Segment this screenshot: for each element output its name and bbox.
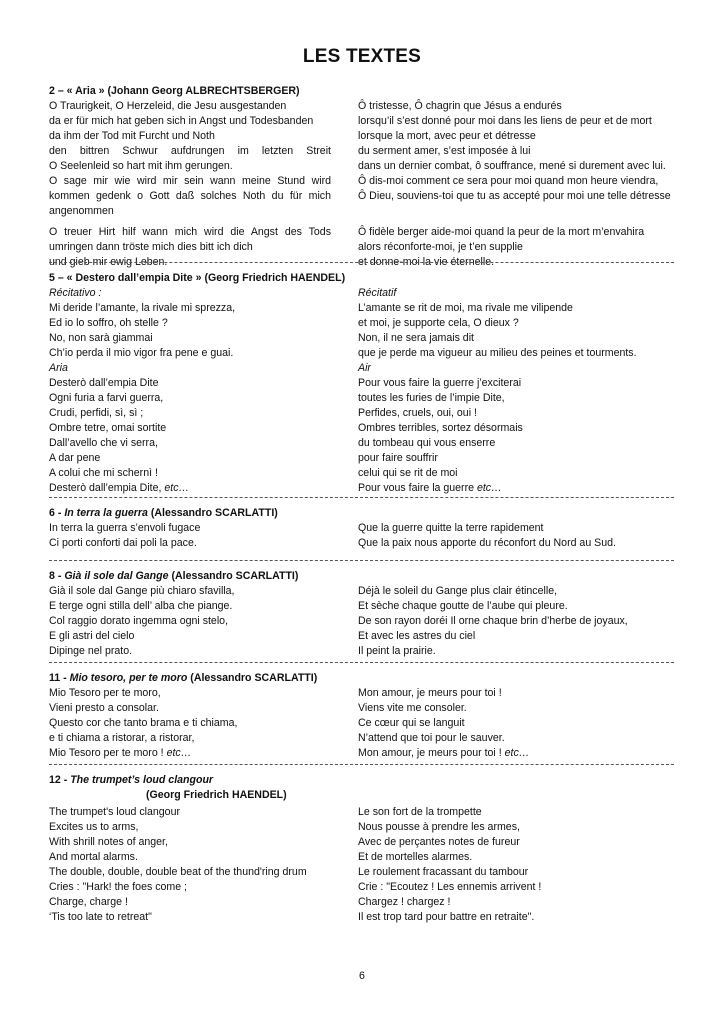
text-line: du serment amer, s’est imposée à lui [358,145,531,157]
text-line: e ti chiama a ristorar, a ristorar, [49,732,195,744]
section-divider [49,560,674,561]
section-divider [49,764,674,765]
text-line: Viens vite me consoler. [358,702,467,714]
text-line: Crudi, perfidi, sì, sì ; [49,407,144,419]
text-line: No, non sarà giammai [49,332,153,344]
text-line: N’attend que toi pour le sauver. [358,732,505,744]
text-line: Mi deride l’amante, la rivale mi sprezza, [49,302,236,314]
text-line: den bittren Schwur aufdrungen im letzten Streit [49,145,331,157]
text-line: Ombres terribles, sortez désormais [358,422,523,434]
text-line: celui qui se rit de moi [358,467,458,479]
text-line: De son rayon doréi Il orne chaque brin d’herbe de joyaux, [358,615,628,627]
etc-marker: etc… [504,747,530,759]
text-line: da er für mich hat geben sich in Angst und Todesbanden [49,115,314,127]
page-title: LES TEXTES [302,46,422,67]
text-line: lorsqu’il s’est donné pour moi dans les liens de peur et de mort [358,115,652,127]
text-line: Ce cœur qui se languit [358,717,465,729]
text-line: dans un dernier combat, ô souffrance, mené si durement avec lui. [358,160,666,172]
section-haendel-trumpet [49,773,674,923]
text-line: ‘Tis too late to retreat" [49,911,152,923]
section-haendel-destero [49,271,674,494]
french-text-column [358,521,676,551]
section-scarlatti-in-terra [49,506,674,549]
section-heading: 5 – « Destero dall’empia Dite » (Georg Friedrich HAENDEL) [49,272,346,284]
text-line: Ô dis-moi comment ce sera pour moi quand mon heure viendra, [358,175,659,187]
text-line: Déjà le soleil du Gange plus clair étincelle, [358,585,558,597]
text-line: Vieni presto a consolar. [49,702,159,714]
text-line: O Traurigkeit, O Herzeleid, die Jesu ausgestanden [49,100,287,112]
text-line: Desterò dall’empia Dite, etc… [49,482,190,494]
text-line: umringen dann tröste mich dies bitt ich dich [49,241,253,253]
text-line: Non, il ne sera jamais dit [358,332,474,344]
text-line: angenommen [49,205,114,217]
text-line: O Seelenleid so hart mit ihm gerungen. [49,160,233,172]
text-line: Ed io lo soffro, oh stelle ? [49,317,168,329]
text-line: Aria [49,362,68,374]
section-heading: 11 - Mio tesoro, per te moro (Alessandro SCARLATTI) [49,672,318,684]
french-text-column [358,584,676,659]
text-line: Cries : "Hark! the foes come ; [49,881,187,893]
text-line: The double, double, double beat of the thund'ring drum [49,866,307,878]
text-line: Récitatif [358,287,397,299]
section-heading: 2 – « Aria » (Johann Georg ALBRECHTSBERGER) [49,85,300,97]
italian-text-column [49,686,331,761]
text-line: Chargez ! chargez ! [358,896,451,908]
text-line [358,204,676,219]
section-divider [49,662,674,663]
text-line: Pour vous faire la guerre j’exciterai [358,377,522,389]
text-line: Et avec les astres du ciel [358,630,476,642]
german-text-column [49,99,331,270]
text-line: und gieb mir ewig Leben. [49,256,168,268]
text-line: Ô fidèle berger aide-moi quand la peur de la mort m’envahira [358,226,645,238]
text-line: Mio Tesoro per te moro ! etc… [49,747,192,759]
section-albrechtsberger-aria [49,84,674,268]
text-line: With shrill notes of anger, [49,836,168,848]
etc-marker: etc… [164,482,190,494]
text-line: Col raggio dorato ingemma ogni stelo, [49,615,229,627]
text-line: Il peint la prairie. [358,645,436,657]
text-line: Perfides, cruels, oui, oui ! [358,407,477,419]
text-line: Dipinge nel prato. [49,645,133,657]
text-line: Le son fort de la trompette [358,806,482,818]
text-line: E terge ogni stilla dell’ alba che piange. [49,600,233,612]
text-line: Ombre tetre, omai sortite [49,422,167,434]
text-line: Que la paix nous apporte du réconfort du Nord au Sud. [358,537,616,549]
italian-text-column [49,584,331,659]
text-line: Charge, charge ! [49,896,128,908]
italian-text-column [49,286,331,496]
text-line: Excites us to arms, [49,821,139,833]
text-line: Et de mortelles alarmes. [358,851,473,863]
section-subheading: (Georg Friedrich HAENDEL) [146,789,287,801]
french-text-column [358,805,676,925]
text-line: da ihm der Tod mit Furcht und Noth [49,130,215,142]
text-line: Già il sole dal Gange più chiaro sfavilla, [49,585,235,597]
text-line: Il est trop tard pour battre en retraite". [358,911,535,923]
text-line: Avec de perçantes notes de fureur [358,836,520,848]
text-line: Questo cor che tanto brama e ti chiama, [49,717,238,729]
text-line: The trumpet's loud clangour [49,806,180,818]
page-number: 6 [359,970,365,982]
text-line: A colui che mi schernì ! [49,467,158,479]
text-line: et moi, je supporte cela, O dieux ? [358,317,519,329]
text-line: toutes les furies de l’impie Dite, [358,392,505,404]
text-line: A dar pene [49,452,101,464]
text-line: lorsque la mort, avec peur et détresse [358,130,536,142]
text-line: du tombeau qui vous enserre [358,437,496,449]
text-line: et donne-moi la vie éternelle. [358,256,495,268]
section-divider [49,262,674,263]
text-line: Mon amour, je meurs pour toi ! etc… [358,747,530,759]
text-line: Ô tristesse, Ô chagrin que Jésus a endurés [358,100,562,112]
etc-marker: etc… [166,747,192,759]
text-line: Récitativo : [49,287,102,299]
text-line: Le roulement fracassant du tambour [358,866,529,878]
french-text-column [358,686,676,761]
text-line: Ch’io perda il mio vigor fra pene e guai. [49,347,234,359]
section-divider [49,497,674,498]
text-line: In terra la guerra s’envoli fugace [49,522,201,534]
text-line: O treuer Hirt hilf wann mich wird die Angst des Tods [49,226,331,238]
text-line: Ci porti conforti dai poli la pace. [49,537,197,549]
text-line: And mortal alarms. [49,851,138,863]
text-line: Desterò dall’empia Dite [49,377,159,389]
text-line: Mon amour, je meurs pour toi ! [358,687,502,699]
text-line: Ô Dieu, souviens-toi que tu as accepté pour moi une telle détresse [358,190,671,202]
english-text-column [49,805,331,925]
text-line: Air [358,362,371,374]
text-line: L’amante se rit de moi, ma rivale me vilipende [358,302,573,314]
text-line: Dall’avello che vi serra, [49,437,158,449]
section-scarlatti-mio-tesoro [49,671,674,759]
text-line: Nous pousse à prendre les armes, [358,821,520,833]
section-scarlatti-gia-il-sole [49,569,674,657]
etc-marker: etc… [476,482,502,494]
text-line: kommen gedenk o Gott daß solches Noth du für mich [49,190,331,202]
text-line: E gli astri del cielo [49,630,135,642]
text-line: Crie : "Ecoutez ! Les ennemis arrivent ! [358,881,542,893]
text-line: Et sèche chaque goutte de l’aube qui pleure. [358,600,568,612]
text-line: que je perde ma vigueur au milieu des peines et tourments. [358,347,637,359]
text-line: O sage mir wie wird mir sein wann meine Stund wird [49,175,331,187]
french-text-column [358,99,676,270]
text-line: Pour vous faire la guerre etc… [358,482,502,494]
section-heading: 8 - Già il sole dal Gange (Alessandro SCARLATTI) [49,570,299,582]
text-line: Mio Tesoro per te moro, [49,687,161,699]
text-line: Ogni furia a farvi guerra, [49,392,164,404]
french-text-column [358,286,676,496]
section-heading: 6 - In terra la guerra (Alessandro SCARLATTI) [49,507,278,519]
text-line: alors réconforte-moi, je t’en supplie [358,241,523,253]
section-heading: 12 - The trumpet’s loud clangour [49,774,214,786]
text-line: Que la guerre quitte la terre rapidement [358,522,544,534]
text-line: pour faire souffrir [358,452,438,464]
italian-text-column [49,521,331,551]
